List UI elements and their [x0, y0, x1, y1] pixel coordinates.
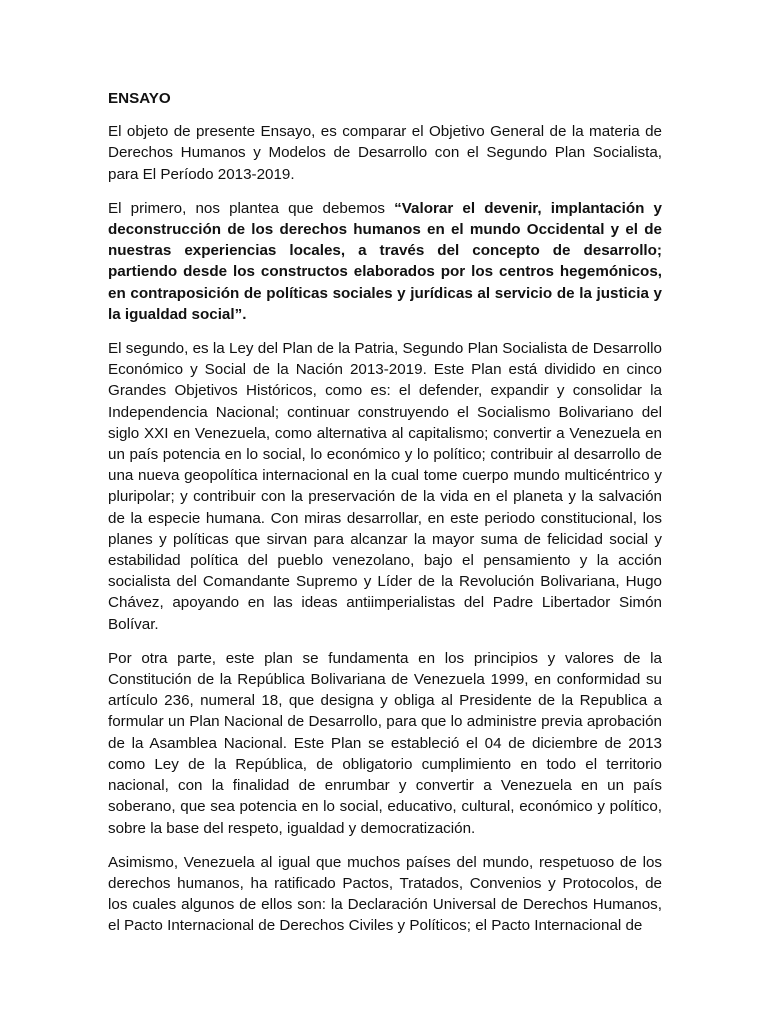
paragraph-first-intro: El primero, nos plantea que debemos: [108, 199, 395, 217]
paragraph-constitution: Por otra parte, este plan se fundamenta en los principios y valores de la Constitución de la República Bolivariana de Venezuela 1999, en conformidad su artículo 236, numeral 18, que designa y obliga al Presidente de la Republica a formular un Plan Nacional de Desarrollo, para que lo administre previa aprobación de la Asamblea Nacional. Este Plan se estableció el 04 de diciembre de 2013 como Ley de la República, de obligatorio cumplimiento en todo el territorio nacional, con la finalidad de enrumbar y convertir a Venezuela en un país soberano, que sea potencia en lo social, educativo, cultural, económico y político, sobre la base del respeto, igualdad y democratización.: [108, 649, 662, 837]
paragraph-first-plan: [108, 198, 662, 325]
paragraph-treaties: Asimismo, Venezuela al igual que muchos países del mundo, respetuoso de los derechos humanos, ha ratificado Pactos, Tratados, Convenios y Protocolos, de los cuales algunos de ellos son: la Declaración Universal de Derechos Humanos, el Pacto Internacional de Derechos Civiles y Políticos; el Pacto Internacional de: [108, 853, 662, 935]
paragraph-first-quote: “Valorar el devenir, implantación y deconstrucción de los derechos humanos en el mundo Occidental y el de nuestras experiencias locales, a través del concepto de desarrollo; partiendo desde los constructos elaborados por los centros hegemónicos, en contraposición de políticas sociales y jurídicas al servicio de la justicia y la igualdad social”.: [108, 199, 662, 323]
document-title: ENSAYO: [108, 90, 171, 107]
paragraph-second-plan: El segundo, es la Ley del Plan de la Patria, Segundo Plan Socialista de Desarrollo Económico y Social de la Nación 2013-2019. Este Plan está dividido en cinco Grandes Objetivos Históricos, como es: el defender, expandir y consolidar la Independencia Nacional; continuar construyendo el Socialismo Bolivariano del siglo XXI en Venezuela, como alternativa al capitalismo; convertir a Venezuela en un país potencia en lo social, lo económico y lo político; contribuir al desarrollo de una nueva geopolítica internacional en la cual tome cuerpo mundo multicéntrico y pluripolar; y contribuir con la preservación de la vida en el planeta y la salvación de la especie humana. Con miras desarrollar, en este periodo constitucional, los planes y políticas que sirvan para alcanzar la mayor suma de felicidad social y estabilidad política del pueblo venezolano, bajo el pensamiento y la acción socialista del Comandante Supremo y Líder de la Revolución Bolivariana, Hugo Chávez, apoyando en las ideas antiimperialistas del Padre Libertador Simón Bolívar.: [108, 340, 662, 633]
paragraph-objective: El objeto de presente Ensayo, es comparar el Objetivo General de la materia de Derechos Humanos y Modelos de Desarrollo con el Segundo Plan Socialista, para El Período 2013-2019.: [108, 123, 662, 183]
document-page: [108, 88, 662, 950]
